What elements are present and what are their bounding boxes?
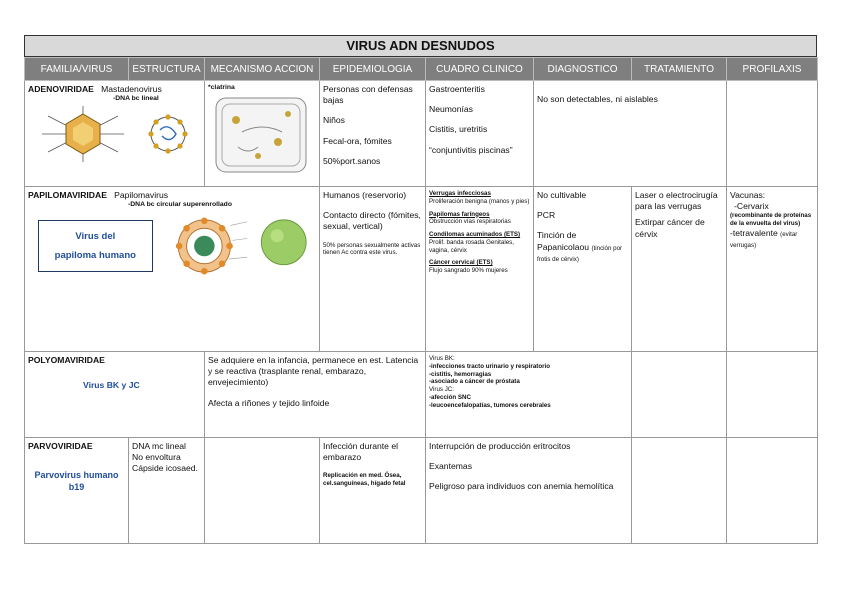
papiloma-prof-2-main: -tetravalente [730, 227, 778, 238]
adeno-diag-cell [534, 81, 727, 187]
adeno-epi-3: Fecal-ora, fómites [323, 135, 392, 146]
adeno-clinic-1: Gastroenteritis [429, 84, 485, 94]
papiloma-diag-3-note: (tinción por frotis de cérvix) [537, 244, 623, 263]
document-page [24, 35, 817, 544]
parvo-clinic-2: Exantemas [429, 461, 472, 472]
papiloma-prof-2-note: (evitar verrugas) [730, 230, 798, 250]
papiloma-genome: -DNA bc circular superenrollado [128, 201, 232, 209]
polyoma-jc-2: -leucoencefalopatías, tumores cerebrales [429, 401, 551, 409]
papiloma-epi-cell [320, 187, 426, 352]
parvo-epi-2: Replicación en med. Ósea, cel.sanguíneas, hígado fetal [323, 472, 406, 488]
row-parvoviridae [25, 438, 818, 544]
parvo-epi-1: Infección durante el embarazo [323, 441, 399, 463]
adeno-family: ADENOVIRIDAE [28, 84, 94, 94]
polyoma-family-cell [25, 352, 205, 438]
adeno-family-cell [25, 81, 205, 187]
polyoma-text-cell [205, 352, 426, 438]
header-cuadro-clinico: CUADRO CLINICO [426, 58, 534, 81]
parvo-clinic-3: Peligroso para individuos con anemia hemolítica [429, 481, 614, 492]
papiloma-clinic-title-2: Papilomas faríngeos [429, 210, 490, 218]
papiloma-clinic-text-2: Obstrucción vías respiratorias [429, 218, 511, 226]
papiloma-boxed-line1: Virus del [75, 230, 116, 242]
parvo-epi-cell [320, 438, 426, 544]
papiloma-clinic-title-3: Condilomas acuminados (ETS) [429, 231, 521, 238]
polyoma-bk-title: Virus BK: [429, 355, 455, 362]
polyoma-treat-cell [632, 352, 727, 438]
adeno-clinic-2: Neumonías [429, 104, 473, 115]
parvo-structure-3: Cápside icosaed. [132, 463, 198, 474]
polyoma-bk-2: -cistitis, hemorragias [429, 370, 492, 378]
polyoma-bk-1: -infecciones tracto urinario y respiratorio [429, 362, 551, 370]
polyoma-prof-cell [727, 352, 818, 438]
adeno-diag: No son detectables, ni aislables [537, 94, 658, 104]
papiloma-boxed-label [38, 220, 153, 272]
header-profilaxis: PROFILAXIS [727, 58, 818, 81]
papiloma-clinic-text-1: Proliferación benigna (manos y pies) [429, 197, 530, 205]
row-adenoviridae [25, 81, 818, 187]
parvo-virus: Parvovirus humano b19 [34, 470, 119, 492]
papiloma-epi-3: 50% personas sexualmente activas tienen Ac contra este virus. [323, 241, 421, 257]
papiloma-family: PAPILOMAVIRIDAE [28, 190, 107, 200]
header-row [25, 58, 818, 81]
papiloma-clinic-cell [426, 187, 534, 352]
adeno-genome: -DNA bc lineal [113, 95, 159, 103]
adeno-mechanism: *clatrina [208, 84, 235, 91]
papillomavirus-illustration [167, 210, 316, 282]
papiloma-family-cell [25, 187, 320, 352]
adeno-clinic-4: “conjuntivitis piscinas” [429, 144, 513, 155]
parvo-clinic-1: Interrupción de producción eritrocitos [429, 441, 571, 451]
papiloma-prof-cell [727, 187, 818, 352]
papiloma-treat-2: Extirpar cáncer de cérvix [635, 217, 705, 239]
papiloma-clinic-title-4: Cáncer cervical (ETS) [429, 259, 493, 267]
header-tratamiento: TRATAMIENTO [632, 58, 727, 81]
adeno-clinic-3: Cistitis, uretritis [429, 124, 488, 135]
parvo-family: PARVOVIRIDAE [28, 441, 93, 451]
adeno-mechanism-cell [205, 81, 320, 187]
polyoma-virus: Virus BK y JC [83, 380, 140, 391]
papiloma-diag-cell [534, 187, 632, 352]
header-familia: FAMILIA/VIRUS [25, 58, 129, 81]
papiloma-epi-2: Contacto directo (fómites, sexual, vertical) [323, 210, 421, 232]
adeno-epi-cell [320, 81, 426, 187]
papiloma-diag-1: No cultivable [537, 190, 587, 200]
parvo-treat-cell [632, 438, 727, 544]
polyoma-text-2: Afecta a riñones y tejido linfoide [208, 397, 330, 408]
polyoma-jc-1: -afección SNC [429, 393, 471, 401]
papiloma-clinic-text-4: Flujo sangrado 90% mujeres [429, 267, 508, 274]
adeno-prof-cell [727, 81, 818, 187]
papiloma-clinic-text-3: Prolif. banda rosada Genitales, vagina, cérvix [429, 238, 514, 254]
parvo-structure-cell [129, 438, 205, 544]
papiloma-prof-2 [730, 228, 814, 250]
header-estructura: ESTRUCTURA [129, 58, 205, 81]
polyoma-clinic-cell [426, 352, 632, 438]
row-papilomaviridae [25, 187, 818, 352]
clatrina-illustration [208, 92, 314, 176]
papiloma-boxed-line2: papiloma humano [54, 249, 136, 261]
polyoma-jc-title: Virus JC: [429, 386, 454, 393]
row-polyomaviridae [25, 352, 818, 438]
parvo-structure-1: DNA mc lineal [132, 441, 186, 451]
virus-table [24, 57, 818, 544]
header-diagnostico: DIAGNOSTICO [534, 58, 632, 81]
papiloma-epi-1: Humanos (reservorio) [323, 190, 407, 200]
papiloma-virus: Papilomavirus [114, 190, 169, 200]
polyoma-bk-3: -asociado a cáncer de próstata [429, 378, 520, 386]
polyoma-family: POLYOMAVIRIDAE [28, 355, 105, 365]
adenovirus-illustration [28, 104, 198, 164]
papiloma-prof-1: -Cervarix [734, 201, 769, 212]
papiloma-clinic-title-1: Verrugas infecciosas [429, 190, 491, 197]
parvo-mechanism-cell [205, 438, 320, 544]
adeno-epi-2: Niños [323, 115, 345, 126]
parvo-family-cell [25, 438, 129, 544]
parvo-clinic-cell [426, 438, 632, 544]
papiloma-prof-1b: (recombinante de proteínas de la envuelta del virus) [730, 212, 812, 228]
adeno-epi-4: 50%port.sanos [323, 155, 381, 166]
papiloma-diag-2: PCR [537, 210, 556, 221]
parvo-prof-cell [727, 438, 818, 544]
page-title: VIRUS ADN DESNUDOS [24, 35, 817, 57]
papiloma-diag-3-main: Tinción de Papanicolaou [537, 230, 590, 252]
header-mecanismo: MECANISMO ACCION [205, 58, 320, 81]
adeno-clinic-cell [426, 81, 534, 187]
papiloma-prof-title: Vacunas: [730, 190, 766, 200]
papiloma-diag-3 [537, 230, 628, 264]
papiloma-treat-cell [632, 187, 727, 352]
adeno-virus: Mastadenovirus [101, 84, 162, 94]
header-epidemiologia: EPIDEMIOLOGIA [320, 58, 426, 81]
polyoma-text-1: Se adquiere en la infancia, permanece en est. Latencia y se reactiva (trasplante renal, embarazo, envejecimiento) [208, 355, 419, 388]
papiloma-treat-1: Laser o electrocirugía para las verrugas [635, 190, 718, 212]
adeno-epi-1: Personas con defensas bajas [323, 84, 413, 106]
parvo-structure-2: No envoltura [132, 452, 181, 463]
